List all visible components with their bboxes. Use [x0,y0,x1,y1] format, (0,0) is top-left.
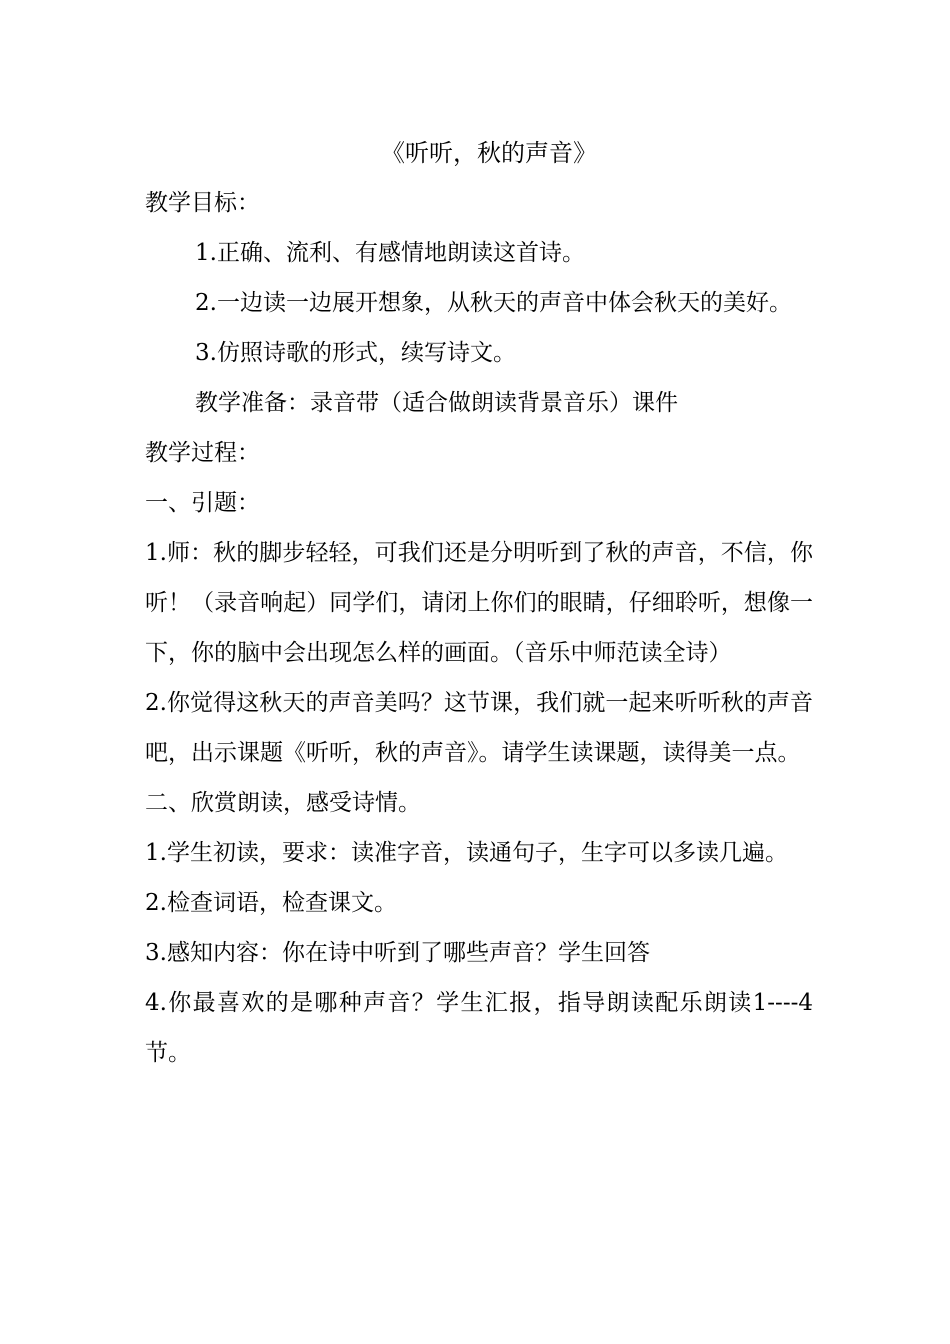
objective-2: 2.一边读一边展开想象，从秋天的声音中体会秋天的美好。 [195,290,792,316]
section-2-step-1: 1.学生初读，要求：读准字音，读通句子，生字可以多读几遍。 [145,840,788,866]
section-2-heading: 二、欣赏朗读，感受诗情。 [145,790,421,816]
section-1-heading: 一、引题： [145,490,260,516]
section-2-step-4: 4.你最喜欢的是哪种声音？学生汇报，指导朗读配乐朗读1----4节。 [145,990,813,1066]
document-body [145,128,813,1078]
heading-process: 教学过程： [145,440,260,466]
document-title: 《听听，秋的声音》 [381,139,597,167]
section-2-step-2: 2.检查词语，检查课文。 [145,890,397,916]
heading-objectives: 教学目标： [145,190,260,216]
objective-1: 1.正确、流利、有感情地朗读这首诗。 [195,240,585,266]
section-2-step-3: 3.感知内容：你在诗中听到了哪些声音？学生回答 [145,940,650,966]
section-1-step-1: 1.师：秋的脚步轻轻，可我们还是分明听到了秋的声音，不信，你听！（录音响起）同学们，请闭上你们的眼睛，仔细聆听，想像一下，你的脑中会出现怎么样的画面。（音乐中师范读全诗） [145,540,813,666]
section-1-step-2: 2.你觉得这秋天的声音美吗？这节课，我们就一起来听听秋的声音吧，出示课题《听听，秋的声音》。请学生读课题，读得美一点。 [145,690,813,766]
teaching-preparation: 教学准备：录音带（适合做朗读背景音乐）课件 [195,390,678,416]
objective-3: 3.仿照诗歌的形式，续写诗文。 [195,340,516,366]
